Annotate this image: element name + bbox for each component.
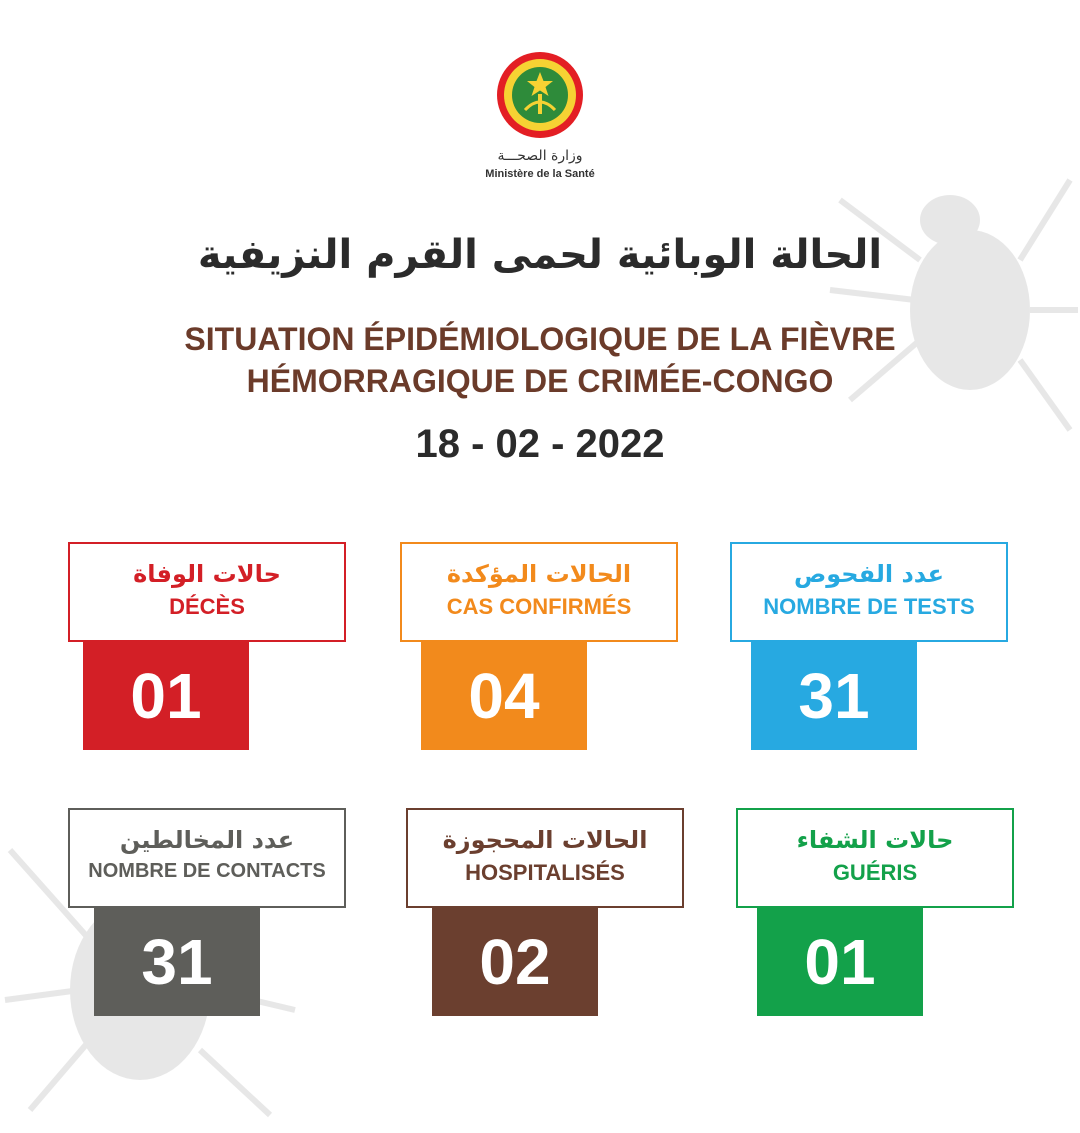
stat-card-label: [68, 542, 346, 642]
ministry-logo-block: [0, 50, 1080, 180]
title-french: [0, 318, 1080, 402]
ministry-seal-icon: [495, 50, 585, 140]
stat-card-label: [736, 808, 1014, 908]
stat-label-arabic: عدد المخالطين: [119, 826, 295, 854]
stat-value: 02: [432, 908, 598, 1016]
stat-label-french: NOMBRE DE TESTS: [763, 594, 975, 619]
stat-card-recovered: [736, 808, 1014, 1020]
stat-value: 01: [83, 642, 249, 750]
stat-card-label: [400, 542, 678, 642]
stat-card-hospitalized: [406, 808, 684, 1020]
stat-card-tests: [730, 542, 1008, 754]
stat-card-label: [730, 542, 1008, 642]
stat-label-french: NOMBRE DE CONTACTS: [88, 860, 326, 882]
stat-label-arabic: عدد الفحوص: [793, 560, 945, 588]
stat-label-arabic: الحالات المحجوزة: [442, 826, 648, 854]
stat-card-contacts: [68, 808, 346, 1020]
stat-card-label: [68, 808, 346, 908]
stat-card-confirmed: [400, 542, 678, 754]
title-arabic: الحالة الوبائية لحمى القرم النزيفية: [197, 232, 883, 278]
stat-card-label: [406, 808, 684, 908]
stat-value: 04: [421, 642, 587, 750]
stat-label-arabic: حالات الوفاة: [133, 560, 281, 588]
stat-label-french: DÉCÈS: [169, 594, 245, 619]
title-french-line-2: HÉMORRAGIQUE DE CRIMÉE-CONGO: [246, 363, 834, 399]
stat-card-deaths: [68, 542, 346, 754]
title-french-line-1: SITUATION ÉPIDÉMIOLOGIQUE DE LA FIÈVRE: [184, 321, 896, 357]
ministry-name-arabic: وزارة الصحـــة: [497, 148, 583, 164]
stat-label-arabic: الحالات المؤكدة: [446, 560, 632, 588]
stat-label-arabic: حالات الشفاء: [796, 826, 954, 854]
stat-label-french: HOSPITALISÉS: [465, 860, 625, 885]
stat-value: 01: [757, 908, 923, 1016]
stat-value: 31: [751, 642, 917, 750]
stat-value: 31: [94, 908, 260, 1016]
stat-label-french: CAS CONFIRMÉS: [446, 594, 632, 619]
stat-label-french: GUÉRIS: [832, 860, 918, 885]
report-date: 18 - 02 - 2022: [415, 422, 665, 466]
ministry-name-french: Ministère de la Santé: [485, 168, 595, 180]
